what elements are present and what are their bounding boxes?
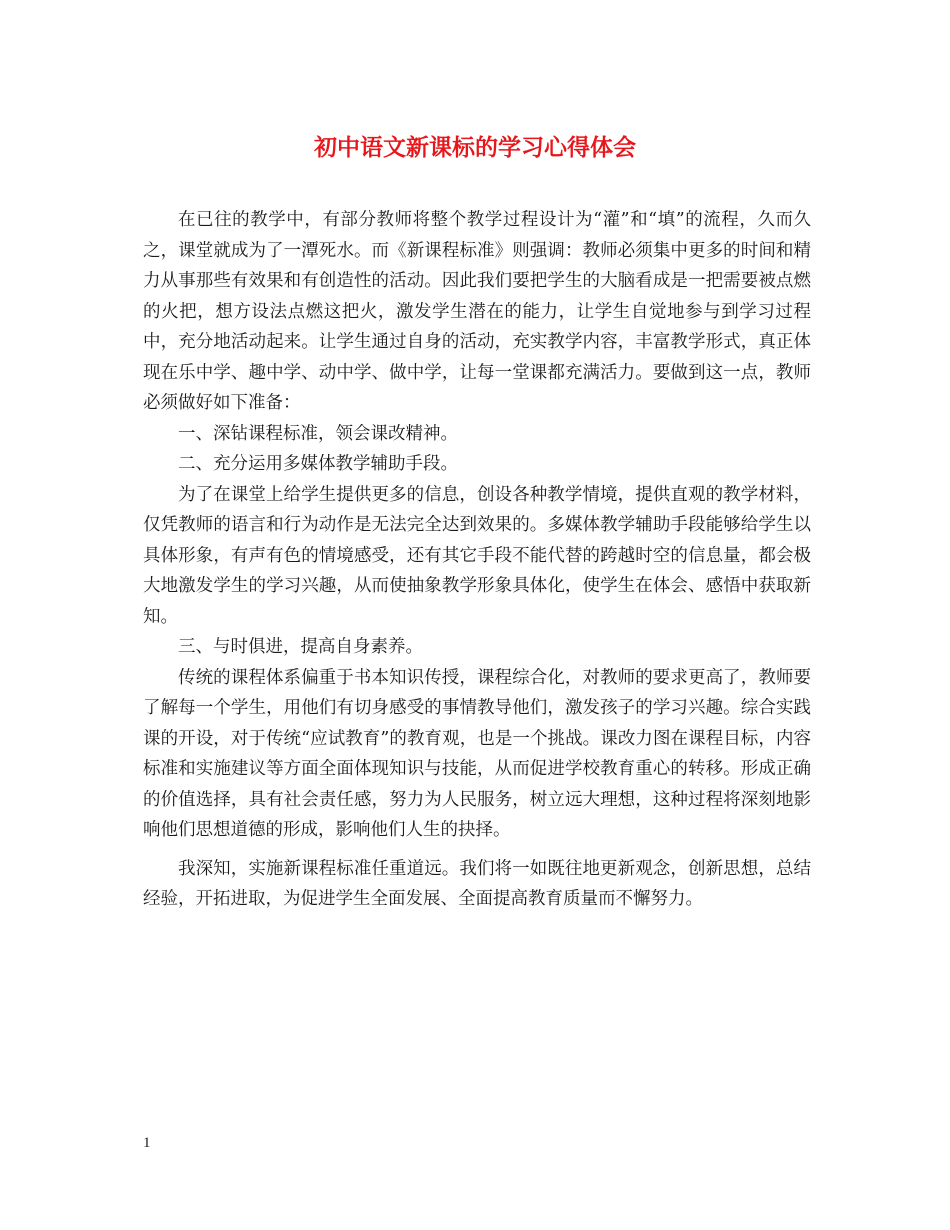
paragraph-intro: 在已往的教学中，有部分教师将整个教学过程设计为“灌”和“填”的流程，久而久之，课堂就成为了一潭死水。而《新课程标准》则强调：教师必须集中更多的时间和精力从事那些有效果和有创造性的活动。因此我们要把学生的大脑看成是一把需要被点燃的火把，想方设法点燃这把火，激发学生潜在的能力，让学生自觉地参与到学习过程中，充分地活动起来。让学生通过自身的活动，充实教学内容，丰富教学形式，真正体现在乐中学、趣中学、动中学、做中学，让每一堂课都充满活力。要做到这一点，教师必须做好如下准备： [143,210,811,413]
page-number: 1 [143,1135,151,1151]
document-body [143,205,811,915]
document-title: 初中语文新课标的学习心得体会 [314,134,636,161]
paragraph-multimedia: 为了在课堂上给学生提供更多的信息，创设各种教学情境，提供直观的教学材料，仅凭教师的语言和行为动作是无法完全达到效果的。多媒体教学辅助手段能够给学生以具体形象，有声有色的情境感受，还有其它手段不能代替的跨越时空的信息量，都会极大地激发学生的学习兴趣，从而使抽象教学形象具体化，使学生在体会、感悟中获取新知。 [143,484,811,627]
paragraph-conclusion: 我深知，实施新课程标准任重道远。我们将一如既往地更新观念，创新思想，总结经验，开拓进取，为促进学生全面发展、全面提高教育质量而不懈努力。 [143,858,811,909]
paragraph-curriculum: 传统的课程体系偏重于书本知识传授，课程综合化，对教师的要求更高了，教师要了解每一个学生，用他们有切身感受的事情教导他们，激发孩子的学习兴趣。综合实践课的开设，对于传统“应试教育”的教育观，也是一个挑战。课改力图在课程目标，内容标准和实施建议等方面全面体现知识与技能，从而促进学校教育重心的转移。形成正确的价值选择，具有社会责任感，努力为人民服务，树立远大理想，这种过程将深刻地影响他们思想道德的形成，影响他们人生的抉择。 [143,667,811,840]
paragraph-point-one: 一、深钻课程标准，领会课改精神。 [178,423,458,444]
paragraph-point-three: 三、与时俱进，提高自身素养。 [178,637,423,657]
paragraph-point-two: 二、充分运用多媒体教学辅助手段。 [178,454,458,474]
